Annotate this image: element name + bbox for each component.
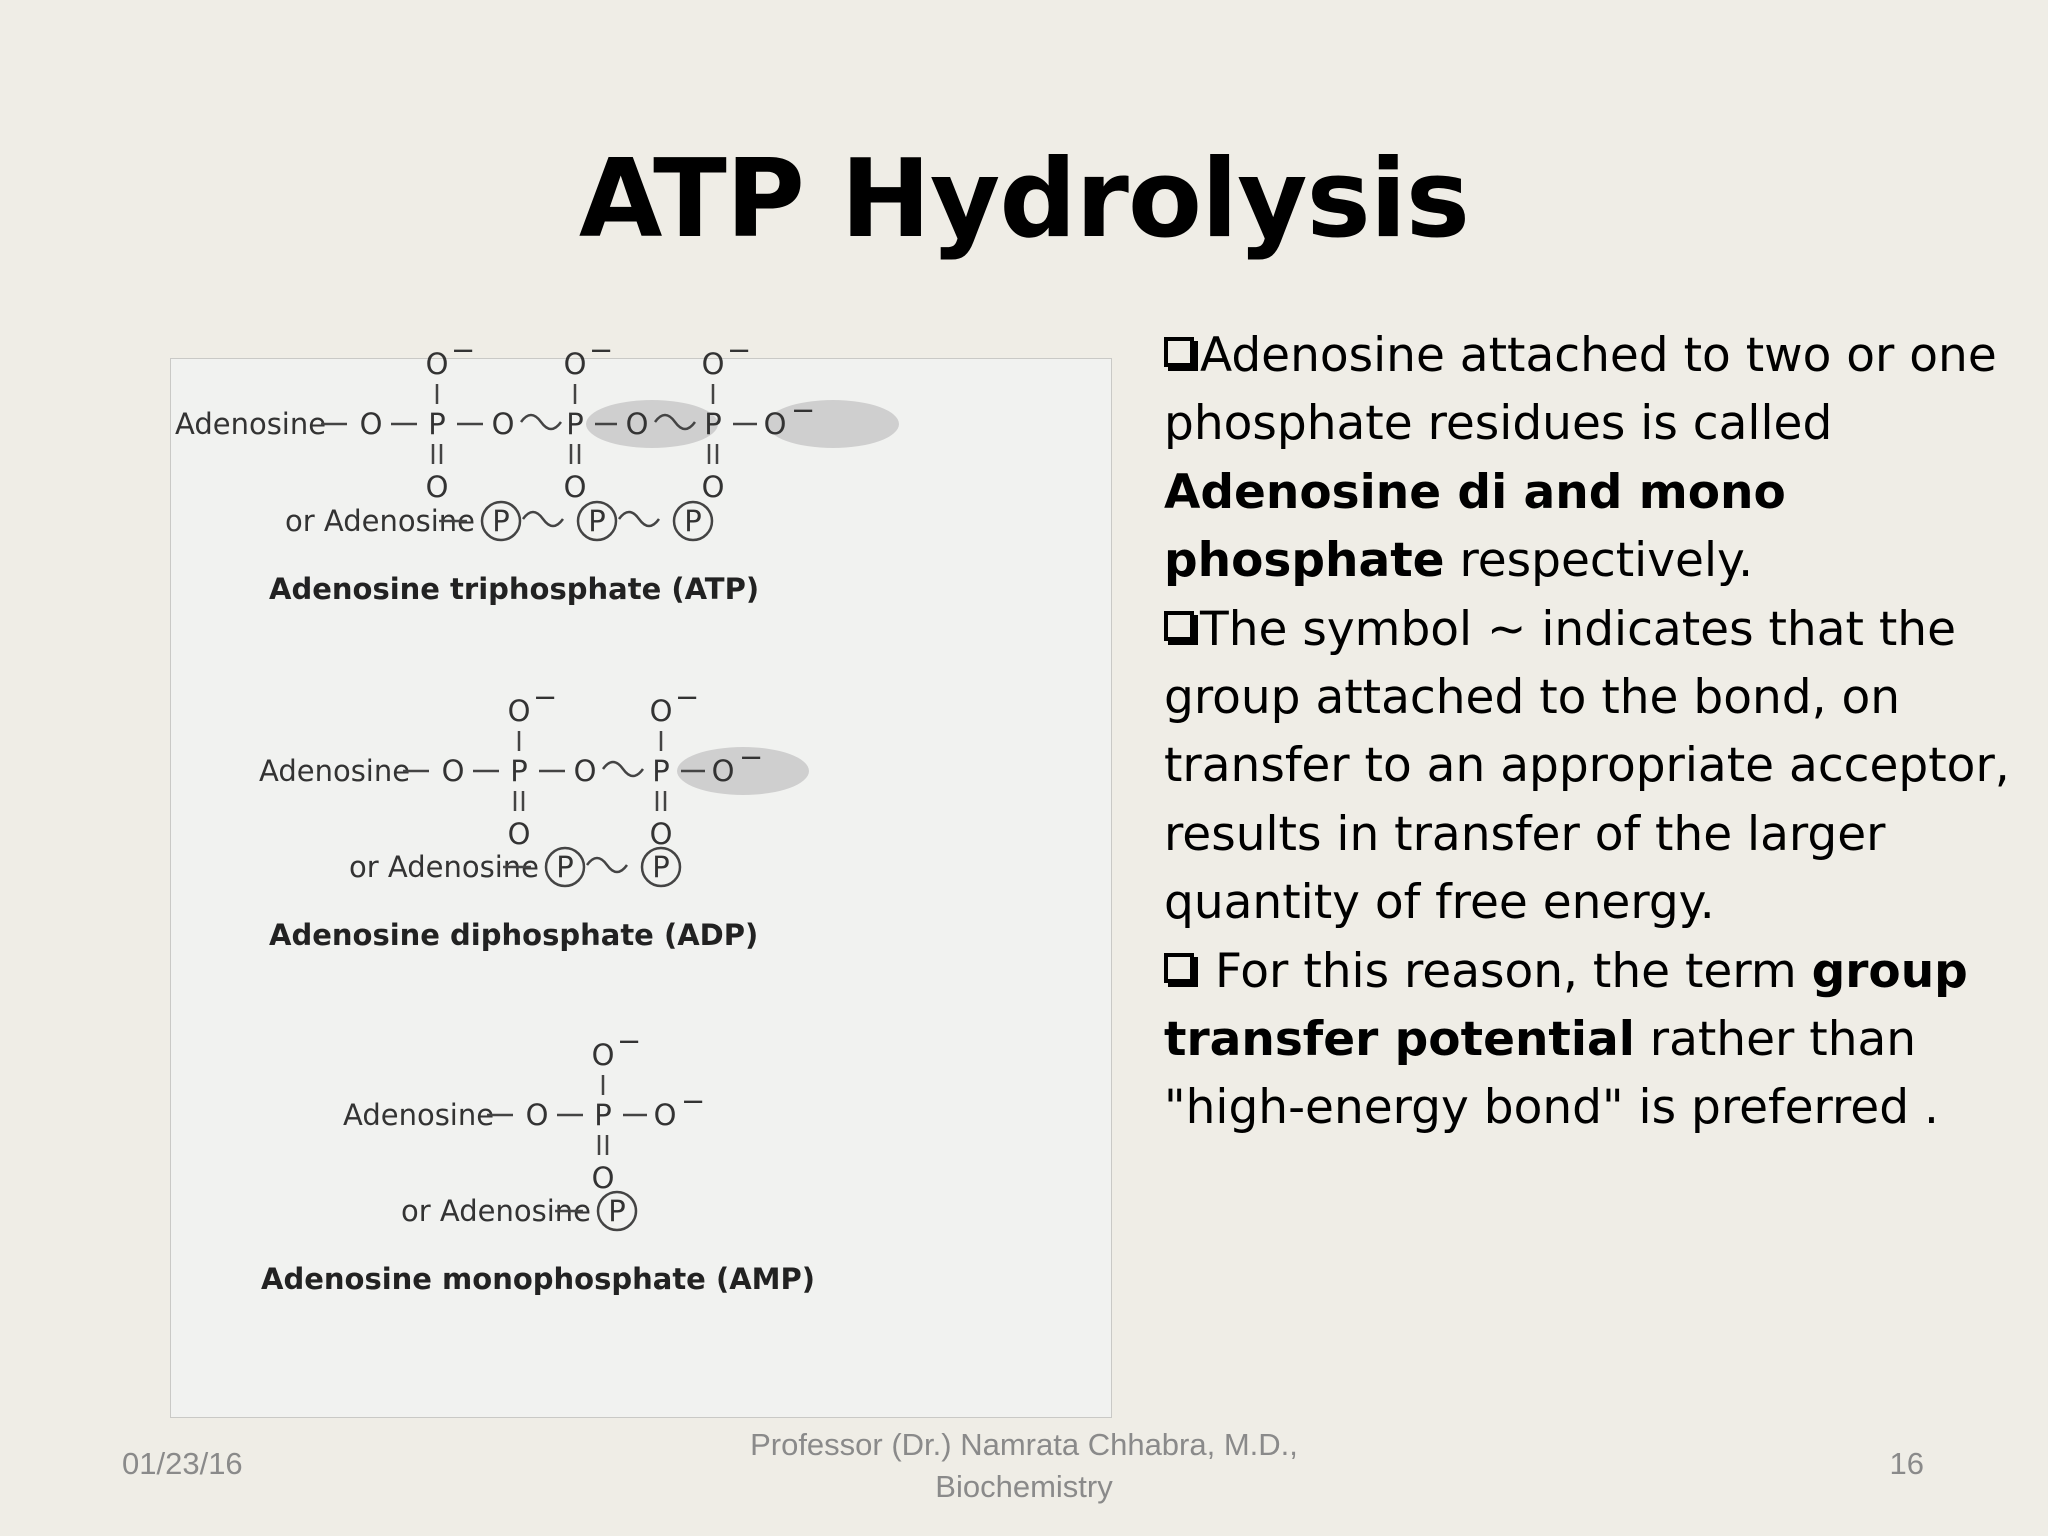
bullet-3-bold: group transfer potential: [1164, 943, 1968, 1068]
bullet-2-text: The symbol ~ indicates that the group attached to the bond, on transfer to an appropriate acceptor, results in transfer of the larger quantity of free energy.: [1164, 601, 2010, 931]
diagram-content: [175, 333, 899, 1296]
atp-p-circle-2-label: P: [588, 504, 606, 538]
bullet-1-text: Adenosine attached to two or one phosphate residues is called: [1164, 328, 1997, 452]
phosphate-structures-diagram: [171, 333, 1111, 1417]
checkbox-bullet-icon: [1164, 337, 1194, 367]
amp-adenosine-label: Adenosine: [343, 1098, 495, 1132]
adp-short-form-label: or Adenosine: [349, 850, 539, 884]
amp-phosphate-p-atom: P: [594, 1098, 612, 1132]
bullet-list: [1164, 322, 2034, 1143]
adp-phosphate-alpha-o-bottom: O: [507, 817, 531, 851]
atp-phosphate-beta-o-bottom: O: [563, 470, 587, 504]
adp-o-bridge: O: [573, 754, 597, 788]
footer-author: [624, 1424, 1424, 1508]
atp-phosphate-alpha-o-top: O: [425, 347, 449, 381]
atp-phosphate-gamma-o-top: O: [701, 347, 725, 381]
adp-adenosine-label: Adenosine: [259, 754, 411, 788]
atp-o-ester: O: [359, 407, 383, 441]
atp-phosphate-beta-o-top: O: [563, 347, 587, 381]
atp-phosphate-gamma-o-top-charge: −: [727, 333, 752, 367]
bullet-item-3: [1164, 938, 2034, 1143]
adp-phosphate-beta-o-top-charge: −: [675, 680, 700, 714]
atp-phosphate-alpha-p-atom: P: [428, 407, 446, 441]
atp-caption: Adenosine triphosphate (ATP): [269, 572, 760, 606]
amp-phosphate-o-top: O: [591, 1038, 615, 1072]
atp-phosphate-beta-o-top-charge: −: [589, 333, 614, 367]
adp-tilde: [603, 762, 643, 776]
atp-o-terminal-charge: −: [791, 393, 816, 427]
adp-o-terminal-charge: −: [739, 740, 764, 774]
atp-short-form-label: or Adenosine: [285, 504, 475, 538]
amp-caption: Adenosine monophosphate (AMP): [261, 1262, 816, 1296]
footer-author-line-1: Professor (Dr.) Namrata Chhabra, M.D.,: [750, 1427, 1298, 1462]
adp-p-circle-1-label: P: [556, 850, 574, 884]
checkbox-bullet-icon: [1164, 611, 1194, 641]
adp-phosphate-beta-o-bottom: O: [649, 817, 673, 851]
amp-o-ester: O: [525, 1098, 549, 1132]
atp-phosphate-alpha-o-bottom: O: [425, 470, 449, 504]
adp-short-tilde: [587, 858, 627, 872]
phosphate-structures-figure: [170, 333, 1112, 1418]
bullet-3-tail: rather than "high-energy bond" is preferred .: [1164, 1012, 1939, 1136]
adp-o-ester: O: [441, 754, 465, 788]
adp-p-circle-2-label: P: [652, 850, 670, 884]
atp-p-circle-3-label: P: [684, 504, 702, 538]
footer-date: 01/23/16: [122, 1446, 243, 1481]
bullet-item-2: [1164, 596, 2034, 938]
amp-p-circle-label: P: [608, 1194, 626, 1228]
amp-short-form-label: or Adenosine: [401, 1194, 591, 1228]
adp-phosphate-beta-o-top: O: [649, 694, 673, 728]
amp-o-terminal-charge: −: [681, 1084, 706, 1118]
adp-o-terminal: O: [711, 754, 735, 788]
amp-phosphate-o-bottom: O: [591, 1161, 615, 1195]
adp-phosphate-beta-p-atom: P: [652, 754, 670, 788]
footer-author-line-2: Biochemistry: [935, 1469, 1113, 1504]
amp-o-terminal: O: [653, 1098, 677, 1132]
adp-phosphate-alpha-o-top-charge: −: [533, 680, 558, 714]
amp-phosphate-o-top-charge: −: [617, 1024, 642, 1058]
atp-phosphate-gamma-p-atom: P: [704, 407, 722, 441]
adp-phosphate-alpha-p-atom: P: [510, 754, 528, 788]
bullet-1-bold: Adenosine di and mono phosphate: [1164, 464, 1786, 589]
atp-p-circle-1-label: P: [492, 504, 510, 538]
bullet-item-1: [1164, 322, 2034, 596]
atp-o-bridge-2: O: [625, 407, 649, 441]
atp-tilde-1: [521, 415, 561, 429]
atp-adenosine-label: Adenosine: [175, 407, 327, 441]
atp-short-tilde-1: [523, 512, 563, 526]
atp-o-bridge-1: O: [491, 407, 515, 441]
atp-phosphate-gamma-o-bottom: O: [701, 470, 725, 504]
adp-phosphate-alpha-o-top: O: [507, 694, 531, 728]
slide-number: 16: [1889, 1446, 1924, 1481]
bullet-1-tail: respectively.: [1444, 533, 1754, 589]
adp-caption: Adenosine diphosphate (ADP): [269, 918, 759, 952]
atp-phosphate-beta-p-atom: P: [566, 407, 584, 441]
atp-phosphate-alpha-o-top-charge: −: [451, 333, 476, 367]
slide-title: ATP Hydrolysis: [578, 137, 1470, 262]
atp-short-tilde-2: [619, 512, 659, 526]
atp-o-terminal: O: [763, 407, 787, 441]
bullet-3-text: For this reason, the term: [1200, 943, 1812, 999]
checkbox-bullet-icon: [1164, 953, 1194, 983]
atp-high-energy-bond-2: [767, 400, 899, 448]
